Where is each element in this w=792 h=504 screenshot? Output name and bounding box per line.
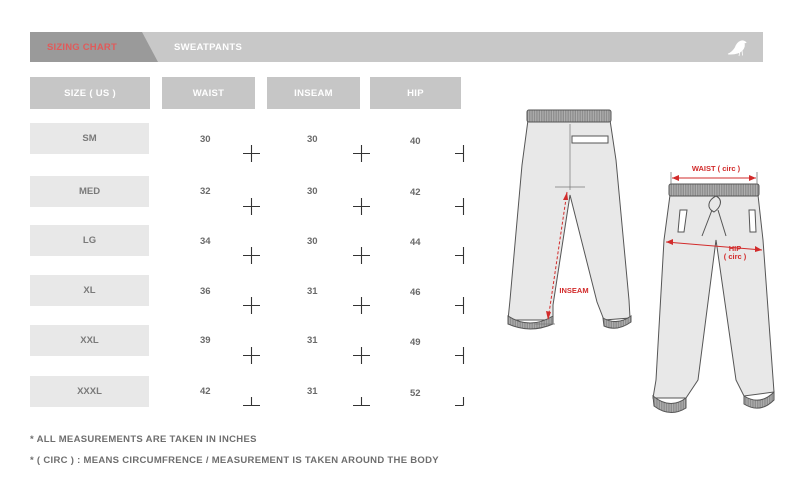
tab-label: SIZING CHART [47, 42, 117, 53]
column-header-waist: WAIST [162, 77, 255, 109]
pants-front-view [653, 184, 774, 413]
hip-value: 52 [410, 388, 421, 399]
hip-value: 42 [410, 187, 421, 198]
hip-value: 40 [410, 136, 421, 147]
footnote-circumference: * ( CIRC ) : MEANS CIRCUMFRENCE / MEASUREMENT IS TAKEN AROUND THE BODY [30, 455, 439, 466]
waist-value: 34 [200, 236, 211, 247]
size-cell: XL [30, 275, 149, 306]
waist-value: 30 [200, 134, 211, 145]
hip-value: 49 [410, 337, 421, 348]
size-cell: LG [30, 225, 149, 256]
size-cell: XXXL [30, 376, 149, 407]
inseam-value: 30 [307, 186, 318, 197]
hip-label [720, 245, 750, 261]
hip-value: 44 [410, 237, 421, 248]
waist-value: 32 [200, 186, 211, 197]
waist-value: 36 [200, 286, 211, 297]
inseam-value: 31 [307, 286, 318, 297]
waist-label: WAIST ( circ ) [691, 164, 741, 173]
waist-measure-line [672, 175, 756, 181]
hip-label-sub: ( circ ) [723, 252, 747, 261]
hip-label-text: HIP [728, 244, 742, 253]
size-cell: XXL [30, 325, 149, 356]
pants-back-view [508, 110, 631, 329]
size-cell: MED [30, 176, 149, 207]
footnote-inches: * ALL MEASUREMENTS ARE TAKEN IN INCHES [30, 434, 257, 445]
column-header-size: SIZE ( US ) [30, 77, 150, 109]
hip-value: 46 [410, 287, 421, 298]
waist-value: 42 [200, 386, 211, 397]
inseam-value: 31 [307, 335, 318, 346]
inseam-value: 30 [307, 134, 318, 145]
size-cell: SM [30, 123, 149, 154]
inseam-label: INSEAM [559, 286, 589, 295]
product-title: SWEATPANTS [174, 42, 243, 53]
column-header-inseam: INSEAM [267, 77, 360, 109]
column-header-hip: HIP [370, 77, 461, 109]
waist-value: 39 [200, 335, 211, 346]
inseam-value: 30 [307, 236, 318, 247]
inseam-value: 31 [307, 386, 318, 397]
